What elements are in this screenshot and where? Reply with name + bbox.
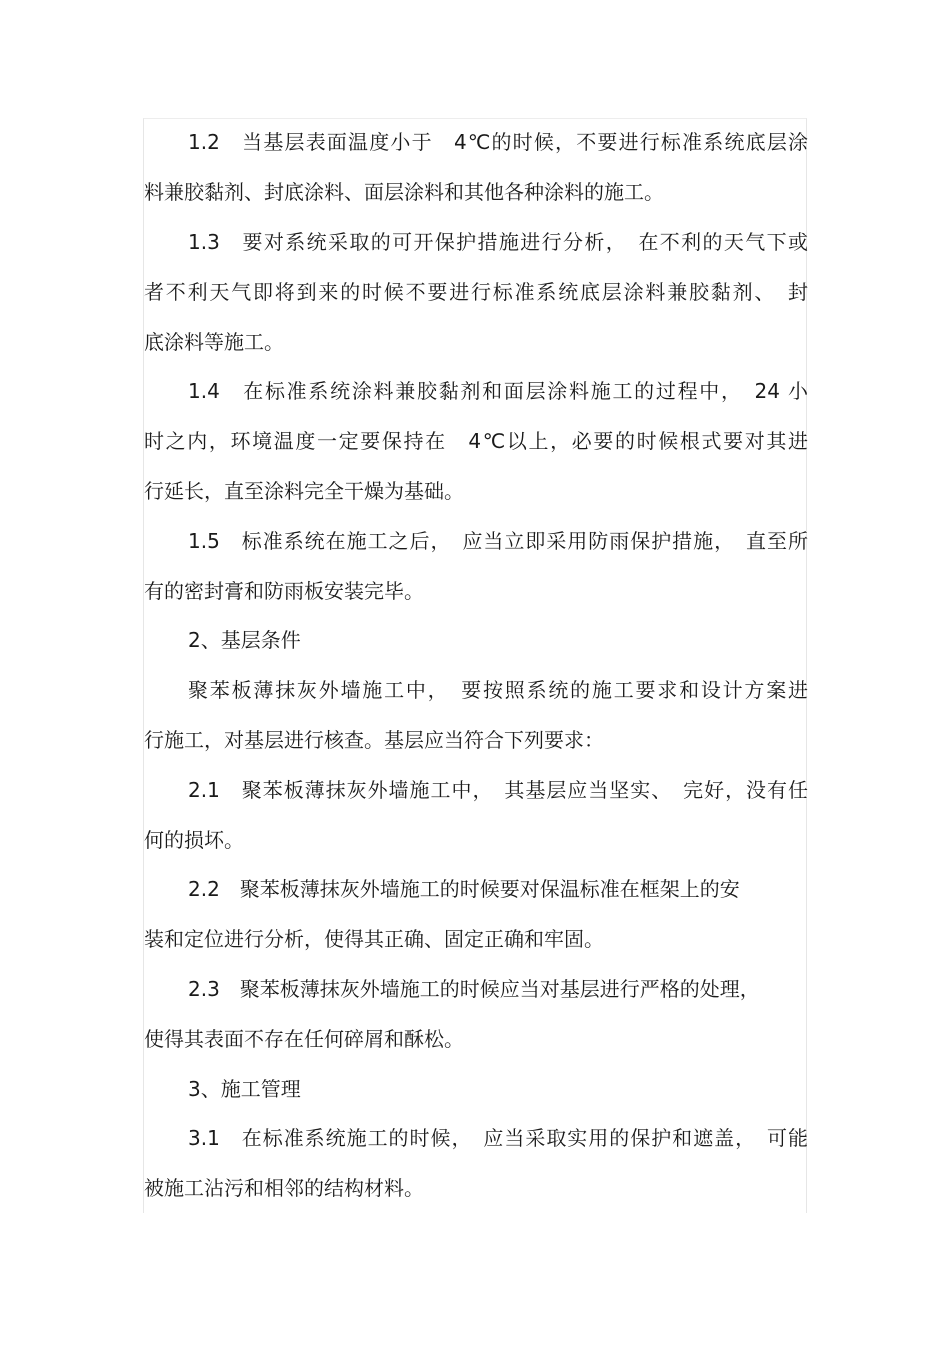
text-line: 何的损坏。 — [144, 828, 244, 852]
text-line: 2.2 聚苯板薄抹灰外墙施工的时候要对保温标准在框架上的安 — [188, 877, 740, 901]
text-line: 3.1 在标准系统施工的时候， 应当采取实用的保护和遮盖， 可能 — [188, 1126, 808, 1150]
section-heading: 3、施工管理 — [188, 1077, 301, 1101]
text-line: 者不利天气即将到来的时候不要进行标准系统底层涂料兼胶黏剂、 封 — [144, 280, 808, 304]
text-line: 料兼胶黏剂、封底涂料、面层涂料和其他各种涂料的施工。 — [144, 180, 664, 204]
text-line: 1.2 当基层表面温度小于 4℃的时候，不要进行标准系统底层涂 — [188, 130, 808, 154]
text-line: 装和定位进行分析，使得其正确、固定正确和牢固。 — [144, 927, 604, 951]
text-line: 行施工，对基层进行核查。基层应当符合下列要求： — [144, 728, 604, 752]
text-line: 1.3 要对系统采取的可开保护措施进行分析， 在不利的天气下或 — [188, 230, 808, 254]
text-line: 1.4 在标准系统涂料兼胶黏剂和面层涂料施工的过程中， 24 小 — [188, 379, 808, 403]
text-line: 底涂料等施工。 — [144, 330, 284, 354]
text-line: 被施工沾污和相邻的结构材料。 — [144, 1176, 424, 1200]
text-line: 2.1 聚苯板薄抹灰外墙施工中， 其基层应当坚实、 完好，没有任 — [188, 778, 808, 802]
text-line: 1.5 标准系统在施工之后， 应当立即采用防雨保护措施， 直至所 — [188, 529, 808, 553]
text-line: 使得其表面不存在任何碎屑和酥松。 — [144, 1027, 464, 1051]
text-line: 有的密封膏和防雨板安装完毕。 — [144, 579, 424, 603]
section-heading: 2、基层条件 — [188, 628, 301, 652]
text-line: 时之内，环境温度一定要保持在 4℃以上，必要的时候根式要对其进 — [144, 429, 808, 453]
text-line: 2.3 聚苯板薄抹灰外墙施工的时候应当对基层进行严格的处理， — [188, 977, 760, 1001]
text-line: 行延长，直至涂料完全干燥为基础。 — [144, 479, 464, 503]
text-line: 聚苯板薄抹灰外墙施工中， 要按照系统的施工要求和设计方案进 — [188, 678, 808, 702]
